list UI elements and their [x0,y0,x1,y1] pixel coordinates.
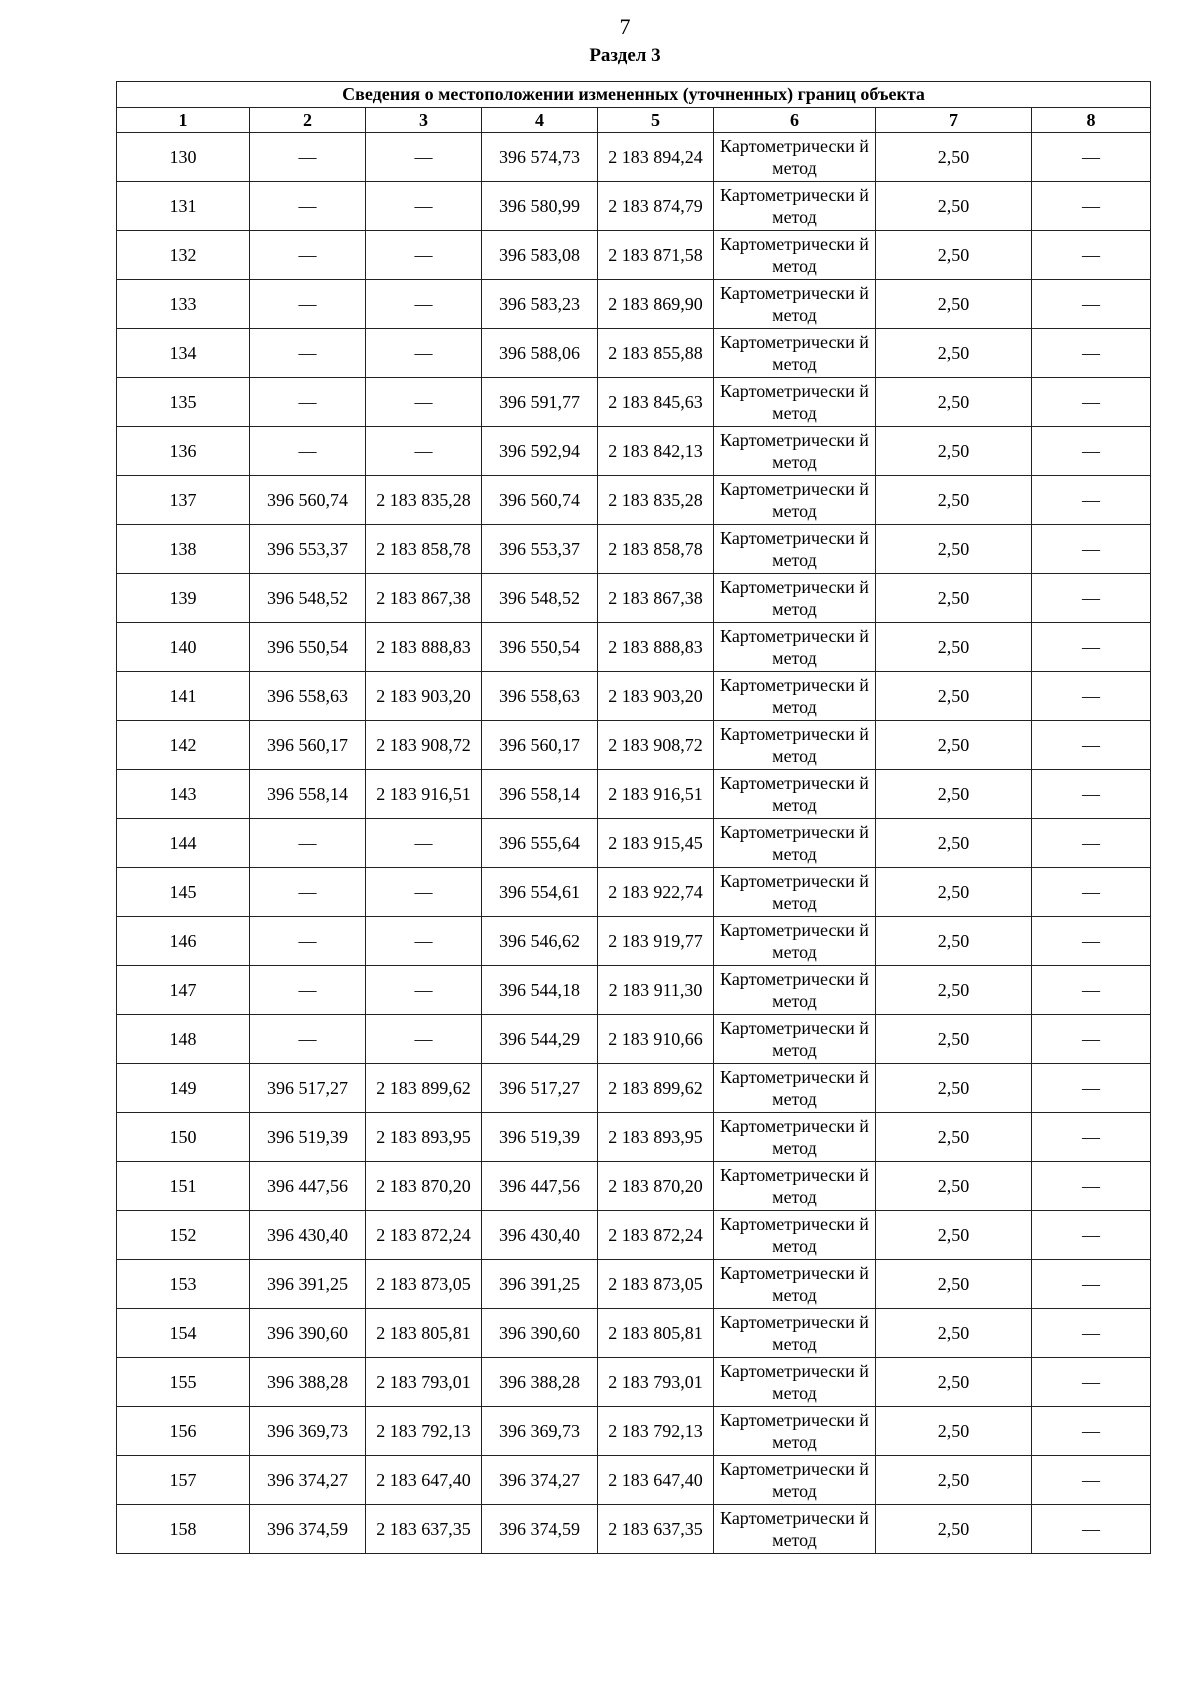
description-cell: — [1032,574,1151,623]
point-number-cell: 143 [117,770,250,819]
point-number-cell: 157 [117,1456,250,1505]
new-x-cell: 396 374,27 [482,1456,598,1505]
old-x-cell: 396 560,74 [250,476,366,525]
old-x-cell: — [250,280,366,329]
table-row [117,868,1151,917]
point-number-cell: 133 [117,280,250,329]
accuracy-cell: 2,50 [876,1358,1032,1407]
old-y-cell: 2 183 908,72 [366,721,482,770]
table-body [117,82,1151,1554]
new-x-cell: 396 580,99 [482,182,598,231]
new-y-cell: 2 183 908,72 [598,721,714,770]
description-cell: — [1032,1162,1151,1211]
method-cell: Картометрически й метод [714,1211,876,1260]
description-cell: — [1032,1309,1151,1358]
new-x-cell: 396 390,60 [482,1309,598,1358]
new-y-cell: 2 183 893,95 [598,1113,714,1162]
description-cell: — [1032,917,1151,966]
table-row [117,1309,1151,1358]
table-row [117,623,1151,672]
new-y-cell: 2 183 845,63 [598,378,714,427]
table-row [117,329,1151,378]
description-cell: — [1032,966,1151,1015]
column-header: 3 [366,108,482,133]
point-number-cell: 139 [117,574,250,623]
point-number-cell: 145 [117,868,250,917]
new-x-cell: 396 388,28 [482,1358,598,1407]
method-cell: Картометрически й метод [714,917,876,966]
old-x-cell: 396 560,17 [250,721,366,770]
old-x-cell: — [250,819,366,868]
point-number-cell: 154 [117,1309,250,1358]
point-number-cell: 153 [117,1260,250,1309]
page-number: 7 [619,14,631,39]
old-y-cell: 2 183 872,24 [366,1211,482,1260]
description-cell: — [1032,182,1151,231]
accuracy-cell: 2,50 [876,280,1032,329]
accuracy-cell: 2,50 [876,329,1032,378]
accuracy-cell: 2,50 [876,1162,1032,1211]
column-header: 6 [714,108,876,133]
new-x-cell: 396 374,59 [482,1505,598,1554]
table-row [117,770,1151,819]
point-number-cell: 135 [117,378,250,427]
table-row [117,819,1151,868]
old-y-cell: 2 183 793,01 [366,1358,482,1407]
old-y-cell: — [366,329,482,378]
old-y-cell: 2 183 805,81 [366,1309,482,1358]
point-number-cell: 144 [117,819,250,868]
column-header: 8 [1032,108,1151,133]
description-cell: — [1032,231,1151,280]
new-y-cell: 2 183 637,35 [598,1505,714,1554]
description-cell: — [1032,623,1151,672]
new-x-cell: 396 574,73 [482,133,598,182]
description-cell: — [1032,770,1151,819]
old-y-cell: 2 183 870,20 [366,1162,482,1211]
method-cell: Картометрически й метод [714,231,876,280]
old-x-cell: — [250,966,366,1015]
new-y-cell: 2 183 858,78 [598,525,714,574]
old-x-cell: 396 517,27 [250,1064,366,1113]
accuracy-cell: 2,50 [876,721,1032,770]
description-cell: — [1032,1358,1151,1407]
description-cell: — [1032,868,1151,917]
old-x-cell: 396 553,37 [250,525,366,574]
description-cell: — [1032,133,1151,182]
new-x-cell: 396 544,29 [482,1015,598,1064]
old-x-cell: 396 388,28 [250,1358,366,1407]
old-y-cell: — [366,917,482,966]
new-y-cell: 2 183 867,38 [598,574,714,623]
column-header: 7 [876,108,1032,133]
method-cell: Картометрически й метод [714,1064,876,1113]
table-row [117,1505,1151,1554]
accuracy-cell: 2,50 [876,917,1032,966]
old-x-cell: 396 558,63 [250,672,366,721]
accuracy-cell: 2,50 [876,1260,1032,1309]
method-cell: Картометрически й метод [714,1015,876,1064]
old-y-cell: — [366,868,482,917]
description-cell: — [1032,1015,1151,1064]
accuracy-cell: 2,50 [876,231,1032,280]
method-cell: Картометрически й метод [714,623,876,672]
new-x-cell: 396 554,61 [482,868,598,917]
method-cell: Картометрически й метод [714,1162,876,1211]
accuracy-cell: 2,50 [876,868,1032,917]
table-row [117,231,1151,280]
point-number-cell: 152 [117,1211,250,1260]
new-y-cell: 2 183 835,28 [598,476,714,525]
old-y-cell: 2 183 792,13 [366,1407,482,1456]
new-y-cell: 2 183 792,13 [598,1407,714,1456]
new-x-cell: 396 430,40 [482,1211,598,1260]
table-row [117,1260,1151,1309]
table-row [117,525,1151,574]
new-y-cell: 2 183 910,66 [598,1015,714,1064]
accuracy-cell: 2,50 [876,1456,1032,1505]
column-header: 1 [117,108,250,133]
accuracy-cell: 2,50 [876,1211,1032,1260]
old-x-cell: 396 374,59 [250,1505,366,1554]
table-row [117,1113,1151,1162]
old-y-cell: — [366,378,482,427]
point-number-cell: 146 [117,917,250,966]
description-cell: — [1032,427,1151,476]
table-row [117,1456,1151,1505]
old-x-cell: 396 369,73 [250,1407,366,1456]
new-y-cell: 2 183 922,74 [598,868,714,917]
table-row [117,966,1151,1015]
method-cell: Картометрически й метод [714,329,876,378]
table-row [117,133,1151,182]
description-cell: — [1032,280,1151,329]
old-y-cell: 2 183 858,78 [366,525,482,574]
new-y-cell: 2 183 874,79 [598,182,714,231]
old-x-cell: 396 447,56 [250,1162,366,1211]
old-y-cell: — [366,1015,482,1064]
new-y-cell: 2 183 916,51 [598,770,714,819]
description-cell: — [1032,819,1151,868]
new-y-cell: 2 183 915,45 [598,819,714,868]
column-header: 5 [598,108,714,133]
description-cell: — [1032,525,1151,574]
old-y-cell: — [366,966,482,1015]
new-y-cell: 2 183 911,30 [598,966,714,1015]
new-y-cell: 2 183 647,40 [598,1456,714,1505]
method-cell: Картометрически й метод [714,770,876,819]
old-x-cell: — [250,1015,366,1064]
new-x-cell: 396 550,54 [482,623,598,672]
point-number-cell: 131 [117,182,250,231]
new-y-cell: 2 183 855,88 [598,329,714,378]
method-cell: Картометрически й метод [714,378,876,427]
old-y-cell: — [366,280,482,329]
table-row [117,917,1151,966]
old-x-cell: 396 558,14 [250,770,366,819]
new-x-cell: 396 391,25 [482,1260,598,1309]
new-y-cell: 2 183 805,81 [598,1309,714,1358]
new-x-cell: 396 517,27 [482,1064,598,1113]
old-x-cell: — [250,231,366,280]
new-x-cell: 396 546,62 [482,917,598,966]
point-number-cell: 151 [117,1162,250,1211]
old-y-cell: — [366,133,482,182]
column-header: 4 [482,108,598,133]
table-row [117,721,1151,770]
description-cell: — [1032,1211,1151,1260]
method-cell: Картометрически й метод [714,966,876,1015]
method-cell: Картометрически й метод [714,280,876,329]
new-y-cell: 2 183 871,58 [598,231,714,280]
new-x-cell: 396 591,77 [482,378,598,427]
accuracy-cell: 2,50 [876,1407,1032,1456]
accuracy-cell: 2,50 [876,574,1032,623]
description-cell: — [1032,1260,1151,1309]
accuracy-cell: 2,50 [876,427,1032,476]
old-y-cell: 2 183 873,05 [366,1260,482,1309]
old-y-cell: 2 183 835,28 [366,476,482,525]
accuracy-cell: 2,50 [876,1505,1032,1554]
new-y-cell: 2 183 872,24 [598,1211,714,1260]
old-y-cell: — [366,819,482,868]
accuracy-cell: 2,50 [876,672,1032,721]
accuracy-cell: 2,50 [876,623,1032,672]
new-x-cell: 396 553,37 [482,525,598,574]
accuracy-cell: 2,50 [876,819,1032,868]
accuracy-cell: 2,50 [876,378,1032,427]
point-number-cell: 148 [117,1015,250,1064]
new-x-cell: 396 558,63 [482,672,598,721]
point-number-cell: 141 [117,672,250,721]
new-y-cell: 2 183 899,62 [598,1064,714,1113]
description-cell: — [1032,329,1151,378]
old-x-cell: 396 391,25 [250,1260,366,1309]
description-cell: — [1032,1505,1151,1554]
new-y-cell: 2 183 919,77 [598,917,714,966]
new-x-cell: 396 369,73 [482,1407,598,1456]
accuracy-cell: 2,50 [876,966,1032,1015]
old-y-cell: 2 183 888,83 [366,623,482,672]
point-number-cell: 137 [117,476,250,525]
accuracy-cell: 2,50 [876,1015,1032,1064]
table-row [117,1358,1151,1407]
point-number-cell: 158 [117,1505,250,1554]
new-x-cell: 396 447,56 [482,1162,598,1211]
description-cell: — [1032,1407,1151,1456]
point-number-cell: 150 [117,1113,250,1162]
new-y-cell: 2 183 888,83 [598,623,714,672]
method-cell: Картометрически й метод [714,1113,876,1162]
new-x-cell: 396 519,39 [482,1113,598,1162]
new-y-cell: 2 183 793,01 [598,1358,714,1407]
old-y-cell: — [366,427,482,476]
point-number-cell: 130 [117,133,250,182]
old-x-cell: — [250,868,366,917]
table-row [117,1064,1151,1113]
boundary-table [116,81,1151,1554]
table-row [117,672,1151,721]
point-number-cell: 149 [117,1064,250,1113]
old-y-cell: — [366,182,482,231]
table-header-row [117,108,1151,133]
new-x-cell: 396 592,94 [482,427,598,476]
old-x-cell: 396 519,39 [250,1113,366,1162]
method-cell: Картометрически й метод [714,476,876,525]
new-x-cell: 396 544,18 [482,966,598,1015]
method-cell: Картометрически й метод [714,574,876,623]
old-x-cell: 396 550,54 [250,623,366,672]
new-x-cell: 396 560,74 [482,476,598,525]
table-row [117,1015,1151,1064]
old-x-cell: 396 430,40 [250,1211,366,1260]
old-x-cell: 396 390,60 [250,1309,366,1358]
point-number-cell: 140 [117,623,250,672]
description-cell: — [1032,476,1151,525]
old-y-cell: 2 183 899,62 [366,1064,482,1113]
point-number-cell: 138 [117,525,250,574]
table-row [117,378,1151,427]
method-cell: Картометрически й метод [714,1407,876,1456]
method-cell: Картометрически й метод [714,1358,876,1407]
point-number-cell: 132 [117,231,250,280]
point-number-cell: 156 [117,1407,250,1456]
accuracy-cell: 2,50 [876,1309,1032,1358]
accuracy-cell: 2,50 [876,1064,1032,1113]
accuracy-cell: 2,50 [876,1113,1032,1162]
new-y-cell: 2 183 869,90 [598,280,714,329]
new-y-cell: 2 183 894,24 [598,133,714,182]
method-cell: Картометрически й метод [714,525,876,574]
new-x-cell: 396 583,23 [482,280,598,329]
point-number-cell: 147 [117,966,250,1015]
table-row [117,1162,1151,1211]
method-cell: Картометрически й метод [714,868,876,917]
table-row [117,182,1151,231]
method-cell: Картометрически й метод [714,721,876,770]
accuracy-cell: 2,50 [876,770,1032,819]
old-x-cell: — [250,182,366,231]
column-header: 2 [250,108,366,133]
method-cell: Картометрически й метод [714,427,876,476]
old-x-cell: — [250,133,366,182]
new-x-cell: 396 560,17 [482,721,598,770]
table-caption-row [117,82,1151,108]
old-y-cell: 2 183 647,40 [366,1456,482,1505]
table-caption: Сведения о местоположении измененных (уточненных) границ объекта [117,82,1151,108]
new-y-cell: 2 183 870,20 [598,1162,714,1211]
method-cell: Картометрически й метод [714,1260,876,1309]
description-cell: — [1032,1064,1151,1113]
method-cell: Картометрически й метод [714,672,876,721]
new-x-cell: 396 583,08 [482,231,598,280]
new-x-cell: 396 555,64 [482,819,598,868]
old-x-cell: — [250,329,366,378]
description-cell: — [1032,1113,1151,1162]
new-x-cell: 396 548,52 [482,574,598,623]
method-cell: Картометрически й метод [714,1505,876,1554]
new-y-cell: 2 183 873,05 [598,1260,714,1309]
old-y-cell: 2 183 916,51 [366,770,482,819]
accuracy-cell: 2,50 [876,476,1032,525]
method-cell: Картометрически й метод [714,1456,876,1505]
section-title: Раздел 3 [589,45,661,66]
accuracy-cell: 2,50 [876,525,1032,574]
method-cell: Картометрически й метод [714,133,876,182]
point-number-cell: 136 [117,427,250,476]
old-x-cell: 396 548,52 [250,574,366,623]
point-number-cell: 155 [117,1358,250,1407]
table-row [117,280,1151,329]
table-row [117,1211,1151,1260]
old-x-cell: — [250,378,366,427]
description-cell: — [1032,378,1151,427]
point-number-cell: 134 [117,329,250,378]
old-y-cell: — [366,231,482,280]
accuracy-cell: 2,50 [876,133,1032,182]
table-row [117,427,1151,476]
old-y-cell: 2 183 903,20 [366,672,482,721]
method-cell: Картометрически й метод [714,182,876,231]
new-y-cell: 2 183 842,13 [598,427,714,476]
new-x-cell: 396 558,14 [482,770,598,819]
old-x-cell: — [250,427,366,476]
table-row [117,476,1151,525]
description-cell: — [1032,1456,1151,1505]
old-y-cell: 2 183 893,95 [366,1113,482,1162]
description-cell: — [1032,672,1151,721]
old-x-cell: 396 374,27 [250,1456,366,1505]
method-cell: Картометрически й метод [714,1309,876,1358]
accuracy-cell: 2,50 [876,182,1032,231]
old-x-cell: — [250,917,366,966]
old-y-cell: 2 183 637,35 [366,1505,482,1554]
table-row [117,574,1151,623]
table-row [117,1407,1151,1456]
old-y-cell: 2 183 867,38 [366,574,482,623]
description-cell: — [1032,721,1151,770]
method-cell: Картометрически й метод [714,819,876,868]
point-number-cell: 142 [117,721,250,770]
new-y-cell: 2 183 903,20 [598,672,714,721]
new-x-cell: 396 588,06 [482,329,598,378]
